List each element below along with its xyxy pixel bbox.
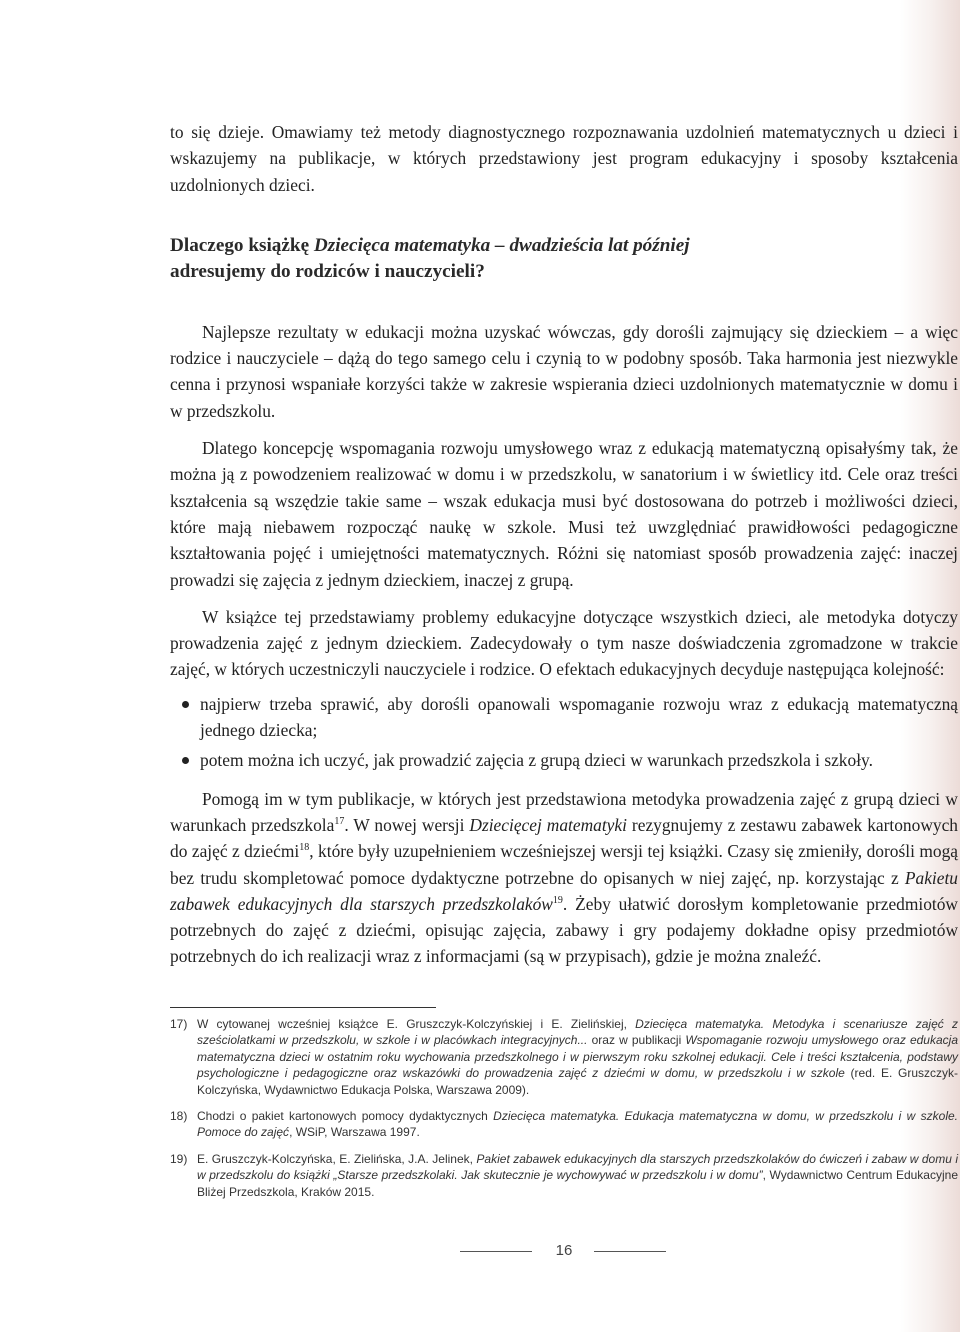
heading-prefix: Dlaczego książkę: [170, 234, 314, 256]
section-heading: [170, 233, 958, 286]
paragraph-1: Najlepsze rezultaty w edukacji można uzyskać wówczas, gdy dorośli zajmujący się dzieckiem – a więc rodzice i nauczyciele – dążą do tego samego celu i czynią to w podobny sposób. Taka harmonia jest niezwykle cenna i przynosi wspaniałe korzyści także w zakresie wspierania dzieci uzdolnionych matematycznie w domu i w przedszkolu.: [170, 321, 958, 421]
page-number-rule-right: [594, 1251, 666, 1252]
footnotes: [170, 1016, 958, 1210]
footnote-number: 17): [170, 1017, 188, 1031]
bullet-icon: [182, 757, 189, 764]
paragraph-4: Pomogą im w tym publikacje, w których jest przedstawiona metodyka prowadzenia zajęć z grupą dzieci w warunkach przedszkola$^{17}$. W nowej wersji Dziecięcej matematyki rezygnujemy z zestawu zabawek kartonowych do zajęć z dziećmi$^{18}$, które były uzupełnieniem wcześniejszej wersji tej książki. Czasy się zmieniły, dorośli mogą bez trudu skompletować pomoce dydaktyczne potrzebne do opisanych w niej zajęć, np. korzystając z Pakietu zabawek edukacyjnych dla starszych przedszkolaków$^{19}$. Żeby ułatwić dorosłym kompletowanie przedmiotów potrzebnych do zajęć z dziećmi, opisując zajęcia, zabawy i gry podajemy dokładne opisy przedmiotów potrzebnych do ich realizacji wraz z informacjami (są w przypisach), gdzie je można znaleźć.: [170, 788, 958, 967]
footnote-19: 19) E. Gruszczyk-Kolczyńska, E. Zielińska, J.A. Jelinek, Pakiet zabawek edukacyjnych dla starszych przedszkolaków do ćwiczeń i zabaw w domu i w przedszkolu do książki „Starsze przedszkolaki. Jak skutecznie je wychowywać w przedszkolu i w domu”, Wydawnictwo Centrum Edukacyjne Bliżej Przedszkola, Kraków 2015.: [170, 1151, 958, 1199]
list-item: najpierw trzeba sprawić, aby dorośli opanowali wspomaganie rozwoju wraz z edukacją matematyczną jednego dziecka;: [170, 691, 958, 744]
paragraph-2: Dlatego koncepcję wspomagania rozwoju umysłowego wraz z edukacją matematyczną opisałyśmy tak, że można ją z powodzeniem realizować w domu i w przedszkolu, w sanatorium i w świetlicy itd. Cele oraz treści kształcenia są wszędzie takie same – wszak edukacja musi być dostosowana do potrzeb i możliwości dzieci, które mają niebawem rozpocząć naukę w szkole. Musi też uwzględniać prawidłowości pedagogiczne kształtowania pojęć i umiejętności matematycznych. Różni się natomiast sposób prowadzenia zajęć: inaczej prowadzi się zajęcia z jednym dzieckiem, inaczej z grupą.: [170, 438, 958, 590]
page-body: [170, 119, 958, 970]
page-number-rule-left: [460, 1251, 532, 1252]
footnote-number: 19): [170, 1151, 188, 1166]
footnote-18: 18) Chodzi o pakiet kartonowych pomocy dydaktycznych Dziecięca matematyka. Edukacja matematyczna w domu, w przedszkolu i w szkole. Pomoce do zajęć, WSiP, Warszawa 1997.: [170, 1109, 959, 1140]
bullet-list: [170, 691, 958, 774]
heading-book-title: Dziecięca matematyka – dwadzieścia lat później: [313, 234, 690, 256]
footnote-number: 18): [170, 1109, 188, 1124]
footnote-ref-17[interactable]: 17: [334, 816, 345, 828]
footnote-ref-19[interactable]: 19: [552, 895, 563, 907]
footnote-ref-18[interactable]: 18: [299, 842, 310, 854]
footnote-separator: [170, 1007, 436, 1008]
heading-suffix: adresujemy do rodziców i nauczycieli?: [170, 261, 485, 283]
footnote-17: 17) W cytowanej wcześniej książce E. Gruszczyk-Kolczyńskiej i E. Zielińskiej, Dziecięca matematyka. Metodyka i scenariusze zajęć z sześciolatkami w przedszkolu, w szkole i w placówkach integracyjnych... oraz w publikacji Wspomaganie rozwoju umysłowego oraz edukacja matematyczna dzieci w ostatnim roku wychowania przedszkolnego i w pierwszym roku szkolnej edukacji. Cele i treści kształcenia, podstawy psychologiczne i pedagogiczne oraz wskazówki do prowadzenia zajęć z dziećmi w domu, w przedszkolu i w szkole (red. E. Gruszczyk-Kolczyńska, Wydawnictwo Edukacja Polska, Warszawa 2009).: [170, 1017, 959, 1097]
bullet-icon: [182, 701, 189, 708]
list-item: potem można ich uczyć, jak prowadzić zajęcia z grupą dzieci w warunkach przedszkola i szkoły.: [170, 747, 958, 773]
page-number: 16: [555, 1242, 573, 1259]
paragraph-3: W książce tej przedstawiamy problemy edukacyjne dotyczące wszystkich dzieci, ale metodyka dotyczy prowadzenia zajęć z jednym dzieckiem. Zadecydowały o tym nasze doświadczenia zgromadzone w trakcie zajęć, w których uczestniczyli nauczyciele i rodzice. O efektach edukacyjnych decyduje następująca kolejność:: [170, 606, 958, 680]
intro-paragraph: to się dzieje. Omawiamy też metody diagnostycznego rozpoznawania uzdolnień matematycznych u dzieci i wskazujemy na publikacje, w których przedstawiony jest program edukacyjny i sposoby kształcenia uzdolnionych dzieci.: [170, 122, 958, 195]
